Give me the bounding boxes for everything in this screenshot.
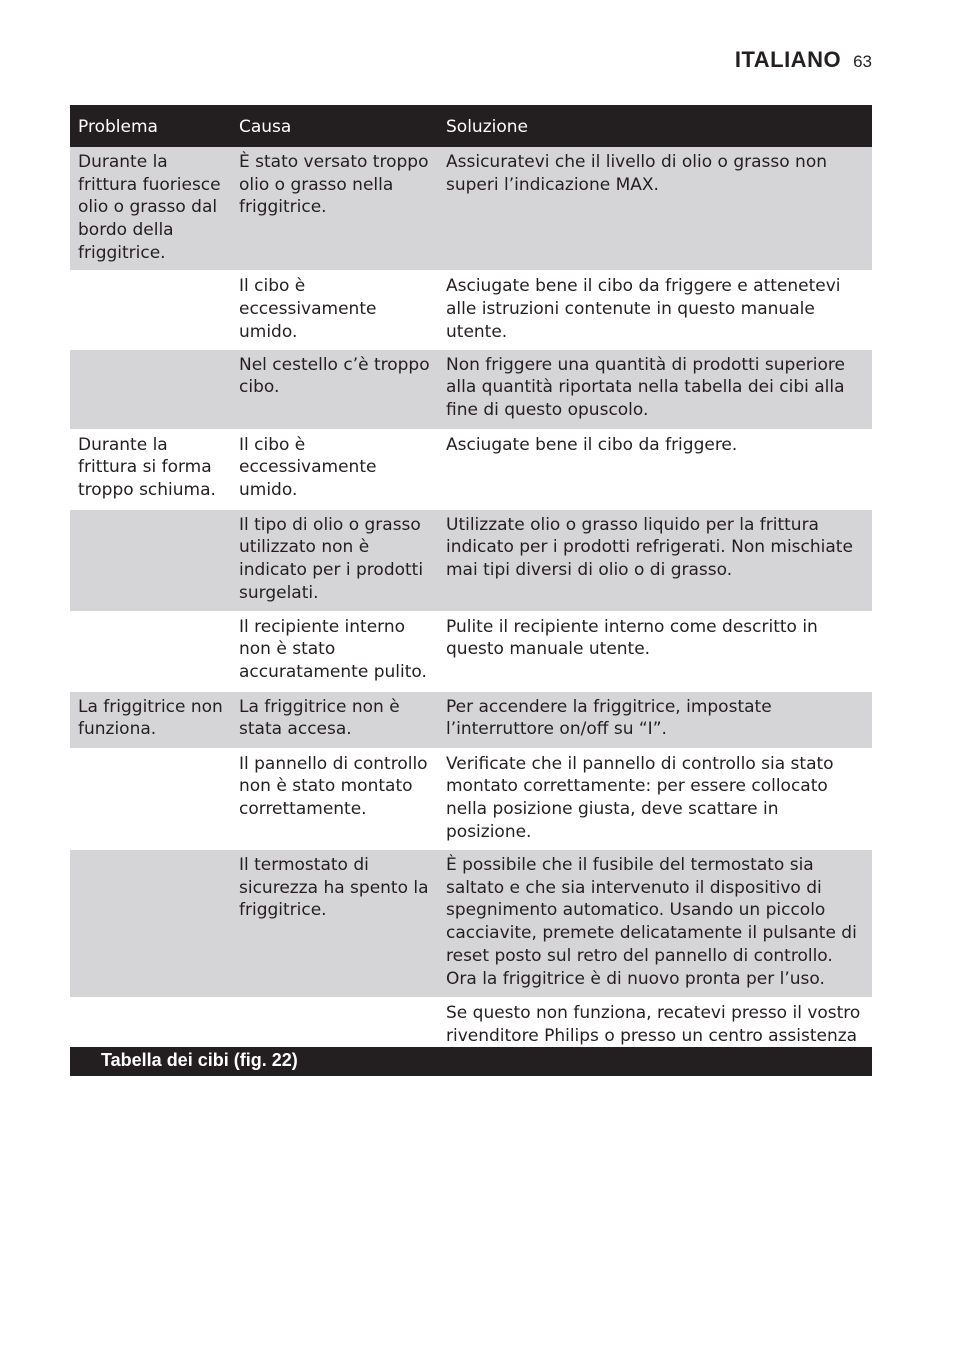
cause-cell: Il pannello di controllo non è stato montato correttamente. — [231, 748, 438, 849]
problem-cell: La friggitrice non funziona. — [70, 691, 231, 748]
cause-cell: Il cibo è eccessivamente umido. — [231, 271, 438, 349]
table-row — [70, 509, 872, 611]
table-row — [70, 147, 872, 271]
problem-cell — [70, 271, 231, 349]
solution-cell: Pulite il recipiente interno come descritto in questo manuale utente. — [438, 611, 872, 691]
problem-cell: Durante la frittura fuoriesce olio o grasso dal bordo della friggitrice. — [70, 147, 231, 271]
solution-cell: Verificate che il pannello di controllo sia stato montato correttamente: per essere collocato nella posizione giusta, deve scattare in posizione. — [438, 748, 872, 849]
table-row — [70, 429, 872, 509]
column-header-problem: Problema — [70, 105, 231, 147]
problem-cell — [70, 349, 231, 429]
cause-cell: Il termostato di sicurezza ha spento la friggitrice. — [231, 849, 438, 997]
section-heading — [70, 1047, 872, 1076]
table-row — [70, 691, 872, 748]
problem-cell — [70, 611, 231, 691]
problem-cell — [70, 748, 231, 849]
section-title: Tabella dei cibi (fig. 22) — [101, 1050, 298, 1070]
solution-cell: Utilizzate olio o grasso liquido per la frittura indicato per i prodotti refrigerati. Non mischiate mai tipi diversi di olio o di grasso. — [438, 509, 872, 611]
table-row — [70, 271, 872, 349]
column-header-solution: Soluzione — [438, 105, 872, 147]
cause-cell: Il tipo di olio o grasso utilizzato non è indicato per i prodotti surgelati. — [231, 509, 438, 611]
problem-cell — [70, 849, 231, 997]
cause-cell: È stato versato troppo olio o grasso nella friggitrice. — [231, 147, 438, 271]
solution-cell: Asciugate bene il cibo da friggere. — [438, 429, 872, 509]
problem-cell — [70, 509, 231, 611]
language-label: ITALIANO — [734, 47, 842, 72]
solution-cell: È possibile che il fusibile del termostato sia saltato e che sia intervenuto il dispositivo di spegnimento automatico. Usando un piccolo cacciavite, premete delicatamente il pulsante di reset posto sul retro del pannello di controllo. Ora la friggitrice è di nuovo pronta per l’uso. — [438, 849, 872, 997]
solution-cell: Se questo non funziona, recatevi presso il vostro rivenditore Philips o presso un centro assistenza — [438, 997, 872, 1077]
cause-cell: Nel cestello c’è troppo cibo. — [231, 349, 438, 429]
page-number: 63 — [853, 52, 872, 71]
table-row — [70, 611, 872, 691]
table-row — [70, 849, 872, 997]
cause-cell: Il cibo è eccessivamente umido. — [231, 429, 438, 509]
solution-cell: Per accendere la friggitrice, impostate l’interruttore on/off su “I”. — [438, 691, 872, 748]
solution-cell: Assicuratevi che il livello di olio o grasso non superi l’indicazione MAX. — [438, 147, 872, 271]
solution-cell: Non friggere una quantità di prodotti superiore alla quantità riportata nella tabella dei cibi alla fine di questo opuscolo. — [438, 349, 872, 429]
table-row — [70, 349, 872, 429]
troubleshooting-table — [70, 105, 872, 1077]
solution-cell: Asciugate bene il cibo da friggere e attenetevi alle istruzioni contenute in questo manuale utente. — [438, 271, 872, 349]
cause-cell: La friggitrice non è stata accesa. — [231, 691, 438, 748]
table-row — [70, 748, 872, 849]
problem-cell: Durante la frittura si forma troppo schiuma. — [70, 429, 231, 509]
column-header-cause: Causa — [231, 105, 438, 147]
page-header — [735, 47, 872, 73]
cause-cell: Il recipiente interno non è stato accuratamente pulito. — [231, 611, 438, 691]
table-header-row — [70, 105, 872, 147]
